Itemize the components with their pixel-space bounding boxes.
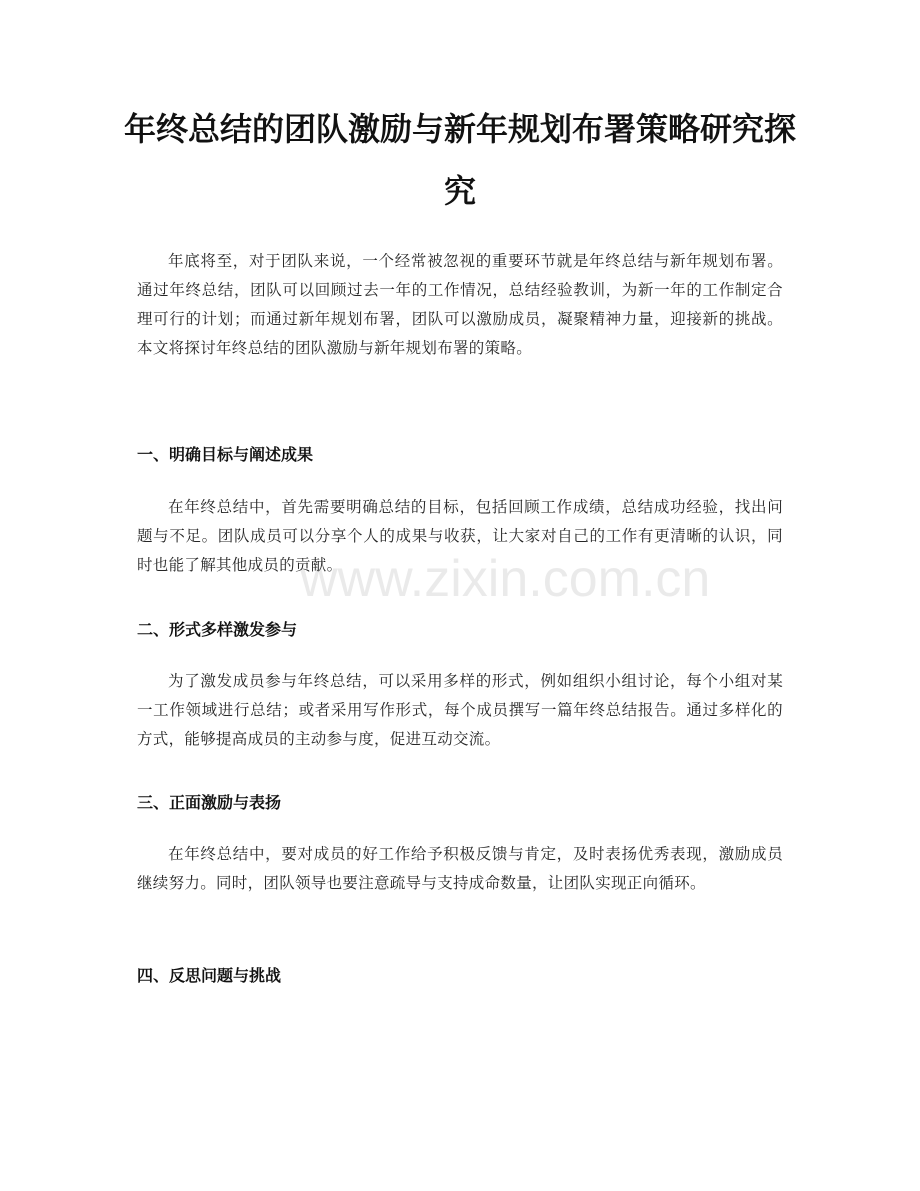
section-1-body: 在年终总结中，首先需要明确总结的目标，包括回顾工作成绩，总结成功经验，找出问题与不足。团队成员可以分享个人的成果与收获，让大家对自己的工作有更清晰的认识，同时也能了解其他成员的贡献。 (137, 498, 783, 574)
watermark (300, 546, 711, 610)
section-3-body: 在年终总结中，要对成员的好工作给予积极反馈与肯定，及时表扬优秀表现，激励成员继续努力。同时，团队领导也要注意疏导与支持成命数量，让团队实现正向循环。 (137, 845, 783, 892)
section-1-heading: 一、明确目标与阐述成果 (137, 445, 314, 464)
section-4-heading: 四、反思问题与挑战 (137, 966, 282, 985)
document-title: 年终总结的团队激励与新年规划布署策略研究探究 (123, 110, 796, 210)
section-2-heading: 二、形式多样激发参与 (137, 620, 298, 639)
section-2-body: 为了激发成员参与年终总结，可以采用多样的形式，例如组织小组讨论，每个小组对某一工作领域进行总结；或者采用写作形式，每个成员撰写一篇年终总结报告。通过多样化的方式，能够提高成员的主动参与度，促进互动交流。 (137, 672, 783, 748)
intro-paragraph: 年底将至，对于团队来说，一个经常被忽视的重要环节就是年终总结与新年规划布署。通过年终总结，团队可以回顾过去一年的工作情况，总结经验教训，为新一年的工作制定合理可行的计划；而通过新年规划布署，团队可以激励成员，凝聚精神力量，迎接新的挑战。本文将探讨年终总结的团队激励与新年规划布署的策略。 (137, 252, 783, 357)
section-3-heading: 三、正面激励与表扬 (137, 793, 282, 812)
watermark-text: www.zixin.com.cn (300, 550, 711, 608)
